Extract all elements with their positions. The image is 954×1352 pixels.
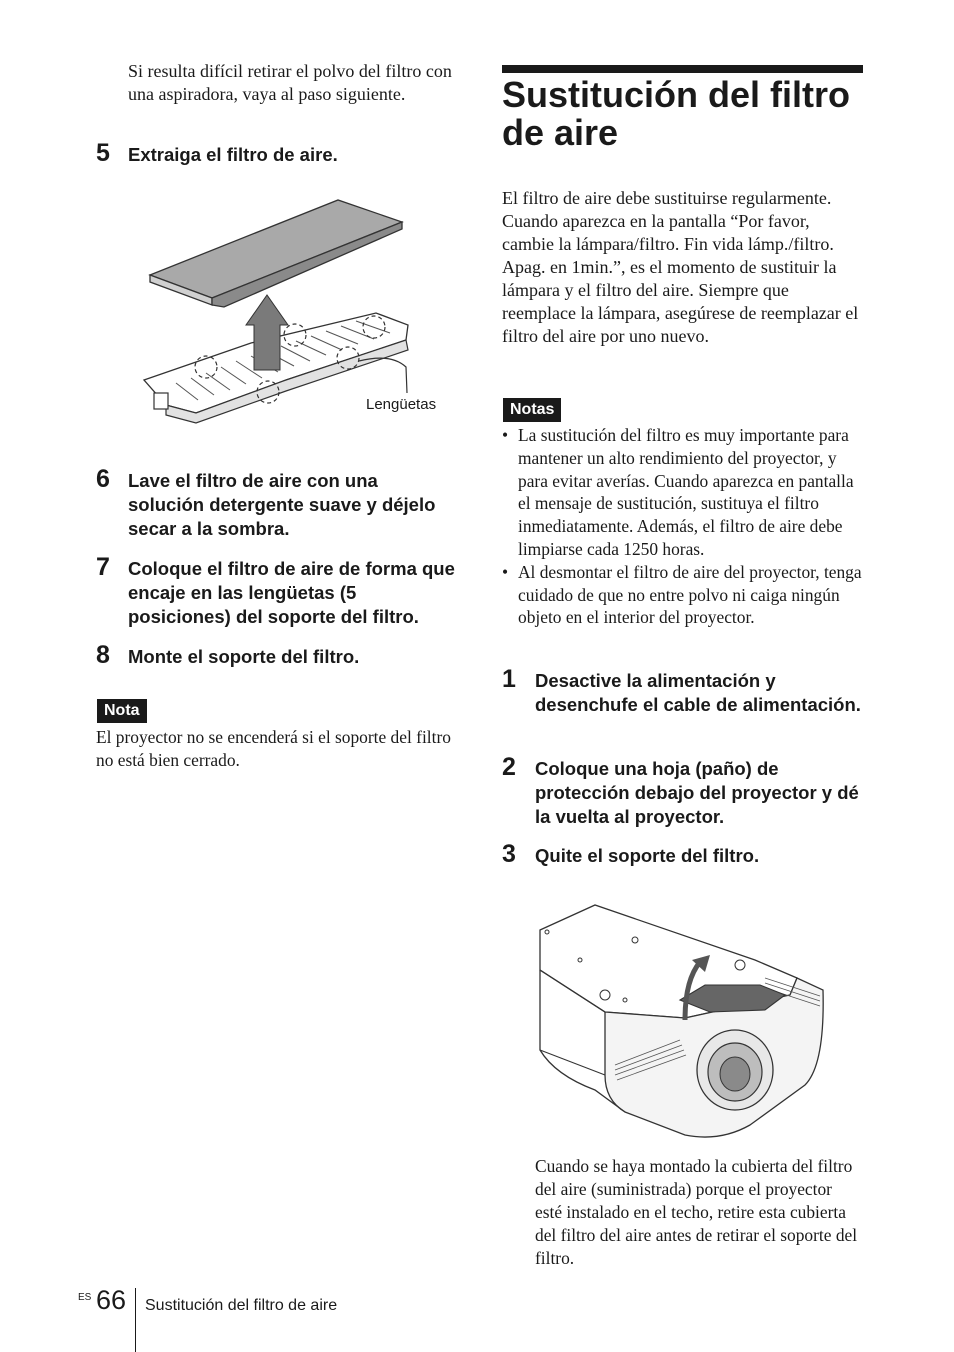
step-1-number: 1 [502, 665, 516, 693]
step-1-text: Desactive la alimentación y desenchufe el cable de alimentación. [535, 670, 861, 715]
footer-divider [135, 1288, 136, 1352]
list-item: • La sustitución del filtro es muy importante para mantener un alto rendimiento del proyector, y para evitar averías. Cuando aparezca en pantalla el mensaje de sustitución, sustituya el filtro inmediatamente. Además, el filtro de aire debe limpiarse cada 1250 horas. [502, 424, 867, 561]
notes-list [502, 424, 867, 629]
step-2-number: 2 [502, 753, 516, 781]
caption-paragraph: Cuando se haya montado la cubierta del filtro del aire (suministrada) porque el proyector esté instalado en el techo, retire esta cubierta del filtro del aire antes de retirar el soporte del filtro. [535, 1156, 858, 1268]
notes-label: Notas [503, 398, 561, 422]
right-intro-paragraph: El filtro de aire debe sustituirse regularmente. Cuando aparezca en la pantalla “Por favor, cambie la lámpara/filtro. Fin vida lámp./filtro. Apag. en 1min.”, es el momento de sustituir la lámpara y el filtro del aire. Siempre que reemplace la lámpara, asegúrese de reemplazar el filtro del aire por uno nuevo. [502, 188, 859, 346]
page-number: 66 [96, 1285, 127, 1315]
tabs-label: Lengüetas [366, 396, 437, 413]
step-3-number: 3 [502, 840, 516, 868]
step-8-number: 8 [96, 641, 110, 669]
filter-removal-illustration [136, 195, 456, 430]
step-6-text: Lave el filtro de aire con una solución detergente suave y déjelo secar a la sombra. [128, 470, 436, 539]
step-7-text: Coloque el filtro de aire de forma que encaje en las lengüetas (5 posiciones) del soporte del filtro. [128, 558, 455, 627]
page-title: Sustitución del filtro de aire [502, 74, 850, 153]
title-rule [502, 65, 863, 73]
step-8-text: Monte el soporte del filtro. [128, 646, 360, 667]
step-7-number: 7 [96, 553, 110, 581]
step-3-text: Quite el soporte del filtro. [535, 845, 760, 866]
note-label: Nota [97, 699, 147, 723]
step-2-text: Coloque una hoja (paño) de protección debajo del proyector y dé la vuelta al proyector. [535, 758, 859, 827]
footer-section-title: Sustitución del filtro de aire [145, 1297, 338, 1314]
step-5-number: 5 [96, 139, 110, 167]
note-text: El proyector no se encenderá si el soporte del filtro no está bien cerrado. [96, 727, 451, 770]
list-item: • Al desmontar el filtro de aire del proyector, tenga cuidado de que no entre polvo ni caiga ningún objeto en el interior del proyector. [502, 561, 867, 629]
footer-lang: ES [78, 1292, 92, 1303]
step-6-number: 6 [96, 465, 110, 493]
projector-illustration [535, 900, 830, 1145]
intro-paragraph: Si resulta difícil retirar el polvo del filtro con una aspiradora, vaya al paso siguiente. [128, 61, 452, 104]
step-5-text: Extraiga el filtro de aire. [128, 144, 338, 165]
